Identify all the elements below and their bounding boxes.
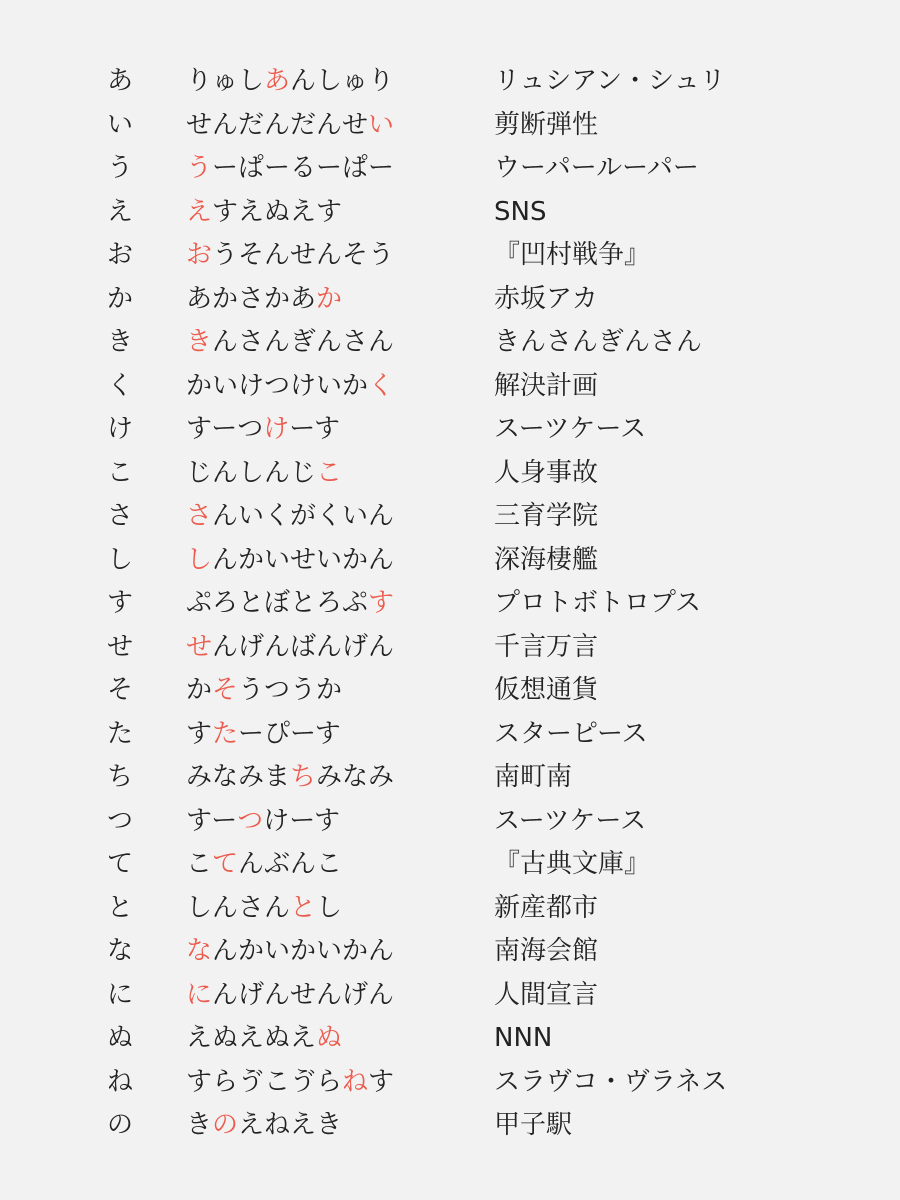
reading-text — [186, 843, 342, 887]
list-row — [0, 234, 900, 278]
reading-pre: りゅし — [186, 66, 265, 96]
reading-highlight: つ — [237, 805, 264, 836]
word-text: 『古典文庫』 — [494, 849, 651, 879]
reading-post: んいくがくいん — [212, 501, 395, 531]
reading-post: し — [316, 892, 343, 923]
reading-highlight: に — [186, 979, 213, 1010]
reading-text — [186, 800, 340, 844]
reading-highlight: え — [186, 196, 213, 227]
list-row — [0, 582, 900, 626]
kana-label: お — [107, 240, 134, 270]
reading-text — [186, 60, 394, 104]
word-text: 赤坂アカ — [494, 283, 598, 314]
reading-highlight: ぬ — [316, 1023, 343, 1053]
reading-text — [186, 452, 342, 496]
list-row — [0, 321, 900, 365]
list-row — [0, 191, 900, 235]
kana-label: な — [107, 936, 134, 966]
list-row — [0, 104, 900, 148]
word-text: 三育学院 — [494, 501, 599, 531]
kana-label: け — [107, 414, 134, 444]
kana-label: と — [107, 892, 134, 923]
reading-post: うそんせんそう — [212, 240, 395, 270]
list-row — [0, 713, 900, 757]
list-row — [0, 278, 900, 322]
reading-post: ーぴーす — [238, 718, 341, 749]
reading-post: す — [368, 1066, 395, 1097]
reading-pre: すーつ — [186, 414, 264, 444]
reading-post: んかいかいかん — [212, 936, 395, 966]
kana-label: た — [107, 718, 134, 749]
word-text: 深海棲艦 — [494, 544, 599, 575]
reading-highlight: た — [212, 718, 239, 749]
word-text: 『凹村戦争』 — [494, 240, 651, 270]
kana-label: さ — [107, 501, 134, 531]
word-text: スターピース — [494, 718, 648, 749]
reading-text — [186, 626, 394, 670]
reading-pre: す — [186, 718, 213, 749]
reading-post: んさんぎんさん — [212, 327, 395, 357]
reading-highlight: と — [290, 892, 317, 923]
reading-post: んげんせんげん — [212, 979, 395, 1010]
kana-label: か — [107, 283, 134, 314]
reading-highlight: か — [316, 283, 343, 314]
reading-highlight: き — [186, 327, 213, 357]
reading-pre: かいけつけいか — [186, 370, 369, 401]
kana-label: に — [107, 979, 134, 1010]
reading-post: けーす — [263, 805, 340, 836]
list-row — [0, 887, 900, 931]
kana-label: い — [107, 109, 134, 140]
word-text: 剪断弾性 — [494, 109, 599, 140]
reading-text — [186, 495, 394, 539]
reading-post: すえぬえす — [212, 196, 343, 227]
reading-highlight: そ — [212, 675, 239, 705]
kana-label: し — [107, 544, 134, 575]
reading-text — [186, 1104, 342, 1148]
reading-text — [186, 321, 394, 365]
reading-highlight: ち — [290, 762, 317, 792]
reading-text — [186, 234, 394, 278]
kana-label: こ — [107, 457, 134, 488]
list-row — [0, 930, 900, 974]
reading-text — [186, 669, 342, 713]
list-row — [0, 974, 900, 1018]
kana-label: え — [107, 196, 134, 227]
word-text: 甲子駅 — [494, 1110, 573, 1140]
reading-post: ーぱーるーぱー — [212, 153, 395, 183]
reading-text — [186, 582, 394, 626]
reading-text — [186, 930, 394, 974]
word-text: SNS — [494, 196, 547, 227]
list-row — [0, 539, 900, 583]
kana-label: そ — [107, 675, 134, 705]
reading-pre: じんしんじ — [186, 457, 317, 488]
word-text: NNN — [494, 1023, 553, 1053]
word-text: プロトボトロプス — [494, 588, 701, 618]
reading-highlight: せ — [186, 631, 213, 662]
reading-post: みなみ — [316, 762, 395, 792]
reading-pre: せんだんだんせ — [186, 109, 369, 140]
kana-label: ぬ — [107, 1023, 134, 1053]
word-text: 仮想通貨 — [494, 675, 599, 705]
reading-pre: すらゔこゔら — [186, 1066, 343, 1097]
reading-highlight: あ — [264, 66, 291, 96]
list-row — [0, 365, 900, 409]
kana-label: く — [107, 370, 134, 401]
reading-text — [186, 104, 394, 148]
reading-pre: あかさかあ — [186, 283, 317, 314]
reading-post: んかいせいかん — [212, 544, 395, 575]
word-text: 人身事故 — [494, 457, 599, 488]
word-text: きんさんぎんさん — [494, 327, 703, 357]
reading-text — [186, 887, 342, 931]
kana-label: ね — [107, 1066, 134, 1097]
kana-label: あ — [107, 66, 134, 96]
reading-post: うつうか — [238, 675, 343, 705]
word-text: リュシアン・シュリ — [494, 66, 726, 96]
kana-label: き — [107, 327, 134, 357]
word-text: 解決計画 — [494, 370, 599, 401]
reading-post: ーす — [289, 414, 340, 444]
reading-highlight: け — [263, 414, 290, 444]
reading-pre: しんさん — [186, 892, 291, 923]
list-row — [0, 147, 900, 191]
reading-highlight: す — [368, 588, 395, 618]
reading-pre: ぷろとぼとろぷ — [186, 588, 369, 618]
reading-pre: すー — [186, 805, 238, 836]
reading-pre: みなみま — [186, 762, 291, 792]
reading-pre: えぬえぬえ — [186, 1023, 317, 1053]
reading-highlight: さ — [186, 501, 213, 531]
list-row — [0, 1104, 900, 1148]
reading-highlight: て — [212, 849, 239, 879]
word-text: スーツケース — [494, 805, 647, 836]
list-row — [0, 1017, 900, 1061]
reading-pre: か — [186, 675, 213, 705]
word-text: ウーパールーパー — [494, 153, 699, 183]
reading-highlight: こ — [316, 457, 343, 488]
reading-text — [186, 756, 394, 800]
kana-label: す — [107, 588, 134, 618]
reading-highlight: ね — [342, 1066, 369, 1097]
kana-label: う — [107, 153, 134, 183]
list-row — [0, 626, 900, 670]
reading-highlight: お — [186, 240, 213, 270]
reading-text — [186, 191, 342, 235]
list-row — [0, 452, 900, 496]
list-row — [0, 756, 900, 800]
word-text: 南海会館 — [494, 936, 599, 966]
reading-text — [186, 1017, 342, 1061]
list-row — [0, 800, 900, 844]
reading-text — [186, 713, 341, 757]
reading-pre: き — [186, 1110, 213, 1140]
list-row — [0, 669, 900, 713]
reading-text — [186, 974, 394, 1018]
kana-label: せ — [107, 631, 134, 662]
list-row — [0, 1061, 900, 1105]
reading-pre: こ — [186, 849, 213, 879]
reading-highlight: な — [186, 936, 213, 966]
kana-word-list — [0, 60, 900, 1148]
kana-label: つ — [107, 805, 134, 836]
reading-highlight: い — [368, 109, 395, 140]
list-row — [0, 843, 900, 887]
reading-highlight: く — [368, 370, 395, 401]
list-row — [0, 408, 900, 452]
reading-highlight: う — [186, 153, 213, 183]
kana-label: の — [107, 1110, 134, 1140]
reading-text — [186, 147, 394, 191]
word-text: 千言万言 — [494, 631, 599, 662]
reading-text — [186, 539, 394, 583]
reading-text — [186, 365, 394, 409]
reading-text — [186, 408, 340, 452]
kana-label: ち — [107, 762, 134, 792]
list-row — [0, 495, 900, 539]
reading-text — [186, 278, 342, 322]
reading-text — [186, 1061, 394, 1105]
reading-post: んげんばんげん — [212, 631, 395, 662]
list-row — [0, 60, 900, 104]
word-text: スーツケース — [494, 414, 647, 444]
word-text: 南町南 — [494, 762, 573, 792]
word-text: スラヴコ・ヴラネス — [494, 1066, 728, 1097]
reading-post: えねえき — [238, 1110, 343, 1140]
reading-post: んぶんこ — [238, 849, 343, 879]
reading-post: んしゅり — [290, 66, 395, 96]
word-text: 新産都市 — [494, 892, 599, 923]
word-text: 人間宣言 — [494, 979, 599, 1010]
reading-highlight: の — [212, 1110, 239, 1140]
kana-label: て — [107, 849, 134, 879]
reading-highlight: し — [186, 544, 213, 575]
